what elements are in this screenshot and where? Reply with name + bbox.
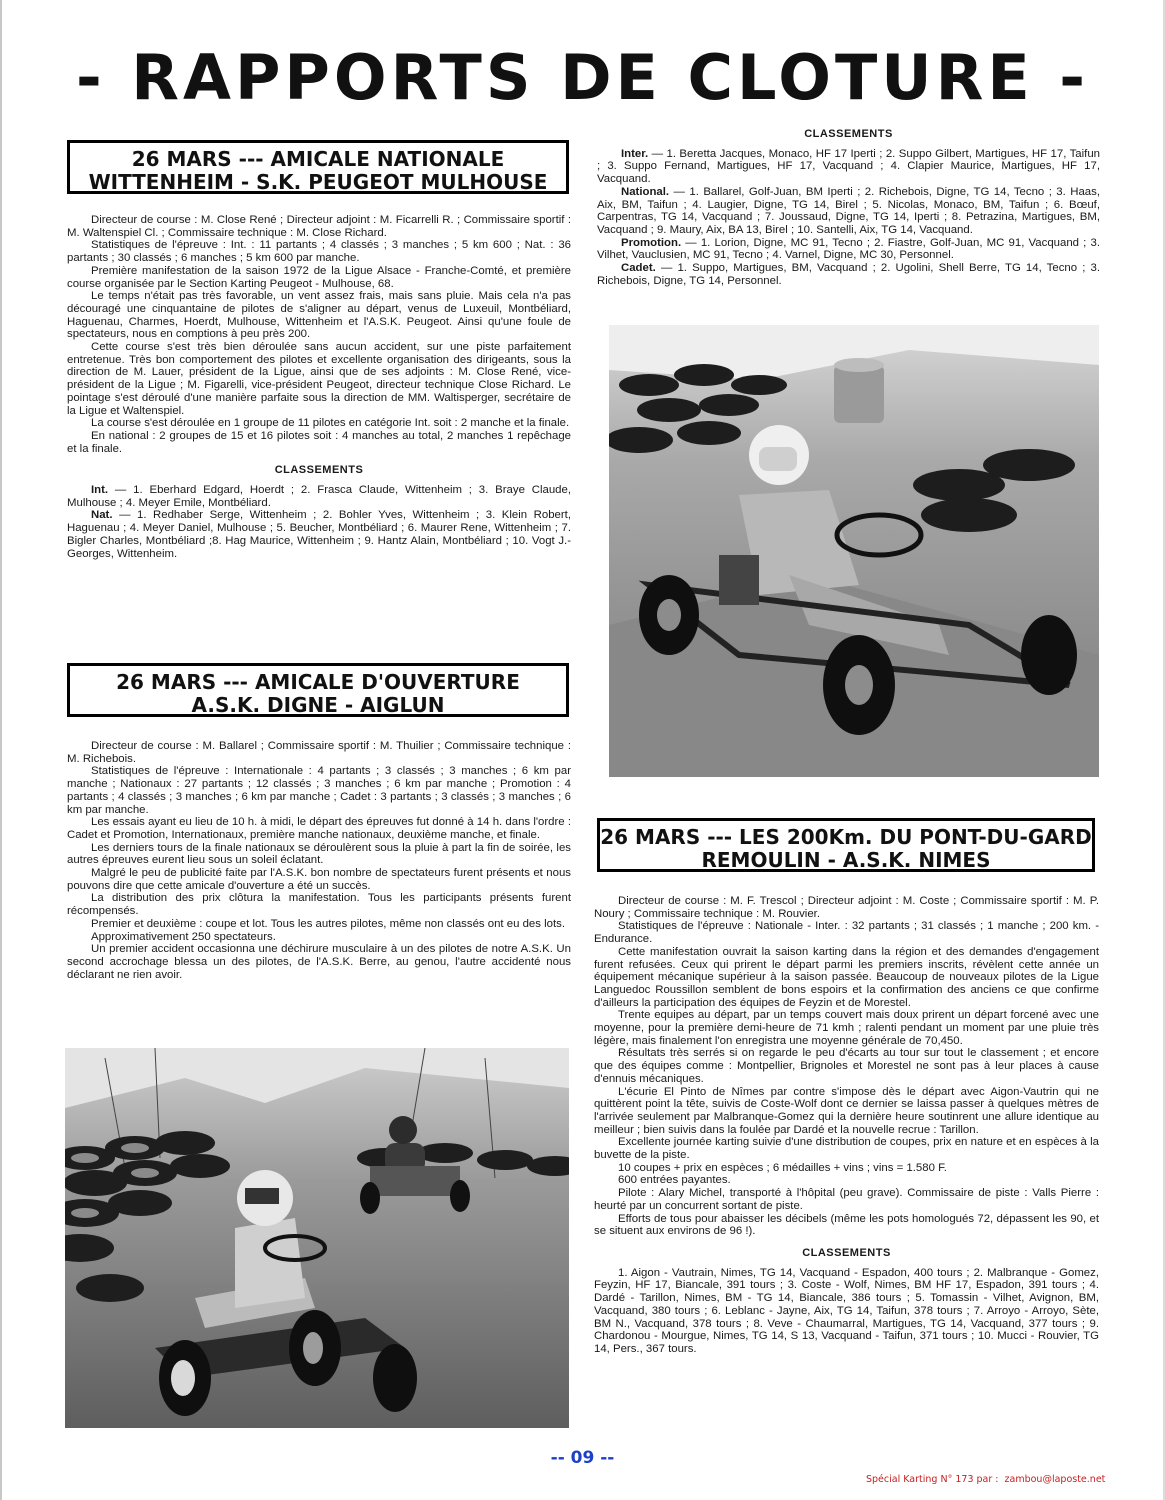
section3-heading-line2: REMOULIN - A.S.K. NIMES bbox=[701, 848, 991, 872]
section3-paragraph: 600 entrées payantes. bbox=[618, 1174, 731, 1187]
section2-paragraph: Un premier accident occasionna une déchirure musculaire à un des pilotes de notre A.S.K. Un second accrochage blessa un des pilotes, de l'A.S.K. Berre, au genou, l'autre accidenté nous déclarant ne rien avoir. bbox=[67, 943, 571, 981]
section2-paragraph: Approximativement 250 spectateurs. bbox=[91, 930, 276, 943]
section2-paragraph: Les derniers tours de la finale nationaux se déroulèrent sous la pluie à part la fin de soirée, les autres épreuves eurent lieu sous un soleil éclatant. bbox=[67, 841, 571, 867]
footer-text: Spécial Karting N° 173 par : bbox=[866, 1474, 999, 1485]
section2-paragraph: Directeur de course : M. Ballarel ; Commissaire sportif : M. Thuilier ; Commissaire technique : M. Richebois. bbox=[67, 740, 571, 765]
section3-paragraph: Résultats très serrés si on regarde le peu d'écarts au tour sur tout le classement ; et encore que des équipes comme : Montpellier, Brignoles et Morestel ne sont pas à leur places à cause d'ennuis mécaniques. bbox=[594, 1047, 1099, 1085]
page-title: - RAPPORTS DE CLOTURE - bbox=[75, 41, 1090, 114]
cadet-text: — 1. Suppo, Martigues, BM, Vacquand ; 2. Ugolini, Shell Berre, TG 14, Tecno ; 3. Richebois, Digne, TG 14, Personnel. bbox=[597, 262, 1100, 287]
section1-heading-line1: 26 MARS --- AMICALE NATIONALE bbox=[131, 147, 505, 171]
section3-paragraph: 10 coupes + prix en espèces ; 6 médailles + vins ; vins = 1.580 F. bbox=[618, 1161, 947, 1174]
section1-classements-heading: CLASSEMENTS bbox=[274, 464, 364, 477]
section3-heading-box bbox=[597, 818, 1095, 872]
footer-credit bbox=[866, 1474, 1105, 1485]
national-label: National. bbox=[621, 185, 670, 198]
right-classements bbox=[597, 128, 1100, 287]
inter-label: Inter. bbox=[621, 147, 649, 160]
section1-paragraph: La course s'est déroulée en 1 groupe de 11 pilotes en catégorie Int. soit : 2 manche et la finale. bbox=[91, 417, 570, 430]
cadet-results bbox=[597, 262, 1100, 287]
nat-label: Nat. bbox=[91, 509, 113, 522]
section3-results: 1. Aigon - Vautrain, Nimes, TG 14, Vacquand - Espadon, 400 tours ; 2. Malbranque - Gomez, Feyzin, HF 17, Biancale, 391 tours ; 3. Coste - Wolf, Nimes, BM HF 17, Espadon, 391 tours ; 4. Dardé - Tarillon, Nimes, BM - TG 14, Biancale, 386 tours ; 5. Tomassin - Vilhet, Avignon, BM, Vacquand, 380 tours ; 6. Leblanc - Jayne, Aix, TG 14, Taifun, 378 tours ; 7. Arroyo - Arroyo, Sète, BM N., Vacquand, 378 tours ; 8. Veve - Chaumarral, Martigues, TG 14, Vacquand, 377 tours ; 9. Chardonou - Mourgue, Nimes, TG 14, S 13, Vacquand - Taifun, 371 tours ; 10. Mucci - Rouvier, TG 14, Pers., 367 tours. bbox=[594, 1266, 1099, 1355]
section1-paragraph: Première manifestation de la saison 1972 de la Ligue Alsace - Franche-Comté, et première course organisée par le Section Karting Peugeot - Mulhouse, 68. bbox=[67, 264, 571, 290]
section1-heading-box bbox=[67, 140, 569, 194]
section3-paragraph: Directeur de course : M. F. Trescol ; Directeur adjoint : M. Coste ; Commissaire sportif : M. P. Noury ; Commissaire technique : M. Rouvier. bbox=[594, 895, 1099, 920]
section3-paragraph: L'écurie El Pinto de Nîmes par contre s'impose dès le départ avec Aigon-Vautrin qui ne quittèrent point la tête, suivis de Coste-Wolf dont ce dernier se laissa passer à quelques mètres de l'arrivée seulement par Malbranque-Gomez qui la dernière heure soutinrent une allure identique au meilleur ; bien suivis dans la foulée par Dardé et la nouvelle recrue : Tarillon. bbox=[594, 1085, 1099, 1136]
right-classements-heading: CLASSEMENTS bbox=[804, 128, 893, 140]
int-text: — 1. Eberhard Edgard, Hoerdt ; 2. Frasca Claude, Wittenheim ; 3. Braye Claude, Mulhouse ; 4. Meyer Emile, Montbéliard. bbox=[67, 484, 571, 509]
section2-paragraph: Statistiques de l'épreuve : Internationale : 4 partants ; 3 classés ; 3 manches ; 6 km par manche ; Nationaux : 27 partants ; 12 classés ; 3 manches ; 6 km par manche ; Promotion : 4 partants ; 4 classés ; 3 manches ; 6 km par manche ; Cadet : 3 partants ; 3 classés ; 3 manches ; 6 km par manche. bbox=[67, 765, 571, 816]
section3-paragraph: Excellente journée karting suivie d'une distribution de coupes, prix en nature et en espèces à la buvette de la piste. bbox=[594, 1136, 1099, 1162]
section3-paragraph: Trente equipes au départ, par un temps couvert mais doux prirent un départ forcené avec une moyenne, pour la première demi-heure de 71 kmh ; ralenti pendant un moment par une pluie très légère, mais finalement l'on enregistra une moyenne générale de 70,450. bbox=[594, 1009, 1099, 1047]
section3-classements-heading: CLASSEMENTS bbox=[802, 1246, 891, 1259]
section1-nat-results bbox=[67, 509, 571, 560]
section1-paragraph: Statistiques de l'épreuve : Int. : 11 partants ; 4 classés ; 3 manches ; 5 km 600 ; Nat. : 36 partants ; 30 classés ; 6 manches ; 5 km 600 par manche. bbox=[67, 239, 571, 265]
section3-paragraph: Statistiques de l'épreuve : Nationale - Inter. : 32 partants ; 31 classés ; 1 manche ; 200 km. - Endurance. bbox=[594, 920, 1099, 946]
promotion-label: Promotion. bbox=[621, 236, 682, 249]
cadet-label: Cadet. bbox=[621, 262, 656, 275]
section2-heading-line2: A.S.K. DIGNE - AIGLUN bbox=[191, 693, 445, 717]
section1-heading-line2: WITTENHEIM - S.K. PEUGEOT MULHOUSE bbox=[88, 170, 548, 194]
section3-paragraph: Cette manifestation ouvrait la saison karting dans la région et des demandes d'engagement furent refusées. Ceux qui prirent le départ parmi les premiers inscrits, révèlent cette année un équipement mécanique supérieur à la saison passée. Beaucoup de nouveaux pilotes de la Ligue Languedoc Roussillon semblent de bons espoirs et la confirmation des anciens ce que confirme d'ailleurs la participation des équipes de Feyzin et de Morestel. bbox=[594, 945, 1099, 1009]
karting-race-illustration bbox=[65, 1048, 569, 1428]
section3-heading-line1: 26 MARS --- LES 200Km. DU PONT-DU-GARD bbox=[600, 825, 1092, 849]
section1-paragraph: Cette course s'est très bien déroulée sans aucun accident, sur une piste parfaitement entretenue. Très bon comportement des pilotes et excellente organisation des dirigeants, sous la direction de M. Lauer, président de la Ligue, ainsi que de ses adjoints : M. Close René, vice-président de la Ligue ; M. Figarelli, vice-président Peugeot, directeur technique Close Richard. Le pointage s'est déroulé d'une manière parfaite sous la direction de MM. Waltisperger, secrétaire de la Ligue et Waltenspiel. bbox=[67, 341, 571, 417]
page-number: -- 09 -- bbox=[550, 1448, 615, 1468]
section1-paragraph: Directeur de course : M. Close René ; Directeur adjoint : M. Ficarrelli R. ; Commissaire sportif : M. Waltenspiel Cl. ; Commissaire technique : M. Close Richard. bbox=[67, 214, 571, 239]
section3-paragraph: Efforts de tous pour abaisser les décibels (même les pots homologués 72, dépassent les 90, et se situent aux environs de 96 !). bbox=[594, 1212, 1099, 1238]
int-label: Int. bbox=[91, 484, 109, 497]
section3-body bbox=[594, 895, 1099, 1356]
section2-body bbox=[67, 740, 571, 981]
section2-paragraph: Malgré le peu de publicité faite par l'A.S.K. bon nombre de spectateurs furent présents et nous pouvons dire que cette amicale d'ouverture a été un succès. bbox=[67, 867, 571, 892]
young-driver-illustration bbox=[609, 325, 1099, 777]
national-results bbox=[597, 186, 1100, 237]
inter-results bbox=[597, 148, 1100, 186]
national-text: — 1. Ballarel, Golf-Juan, BM Iperti ; 2. Richebois, Digne, TG 14, Tecno ; 3. Haas, Aix, BM, Taifun ; 4. Laugier, Digne, TG 14, Birel ; 5. Nicolas, Monaco, BM, Taifun ; 6. Bœuf, Carpentras, TG 14, Vacquand ; 7. Joussaud, Digne, TG 14, Iperti ; 8. Petrazina, Martigues, BM, Vacquand ; 9. Maury, Aix, BA 13, Birel ; 10. Santelli, Aix, TG 14, Vacquand. bbox=[597, 185, 1100, 236]
promotion-text: — 1. Lorion, Digne, MC 91, Tecno ; 2. Fiastre, Golf-Juan, MC 91, Vacquand ; 3. Vilhet, Vauclusien, MC 91, Tecno ; 4. Varnel, Digne, MC 30, Personnel. bbox=[597, 236, 1100, 262]
nat-text: — 1. Redhaber Serge, Wittenheim ; 2. Bohler Yves, Wittenheim ; 3. Klein Robert, Haguenau ; 4. Meyer Daniel, Mulhouse ; 5. Beucher, Montbéliard ; 6. Maurer Rene, Wittenheim ; 7. Bigler Charles, Montbéliard ;8. Hag Maurice, Wittenheim ; 9. Hantz Alain, Montbéliard ; 10. Vogt J.-Georges, Wittenheim. bbox=[67, 509, 571, 560]
section1-paragraph: Le temps n'était pas très favorable, un vent assez frais, mais sans pluie. Mais cela n'a pas découragé une cinquantaine de pilotes de s'aligner au départ, venus de Luxeuil, Montbéliard, Haguenau, Charmes, Hoerdt, Mulhouse, Wittenheim et l'A.S.K. Peugeot. Ainsi qu'une foule de spectateurs, nous en comptions à peu près 200. bbox=[67, 290, 571, 341]
section2-paragraph: Premier et deuxième : coupe et lot. Tous les autres pilotes, même non classés ont eu des lots. bbox=[91, 917, 566, 930]
karting-race-photo bbox=[65, 1048, 569, 1428]
footer-email: zambou@laposte.net bbox=[1004, 1474, 1106, 1485]
young-driver-photo bbox=[609, 325, 1099, 777]
left-page-edge bbox=[0, 0, 2, 1500]
inter-text: — 1. Beretta Jacques, Monaco, HF 17 Iperti ; 2. Suppo Gilbert, Martigues, HF 17, Taifun ; 3. Suppo Fernand, Martigues, HF 17, Vacquand ; 4. Clapier Maurice, Martigues, HF 17, Vacquand. bbox=[597, 147, 1100, 186]
promotion-results bbox=[597, 237, 1100, 262]
section1-body bbox=[67, 214, 571, 560]
section2-heading-line1: 26 MARS --- AMICALE D'OUVERTURE bbox=[116, 670, 520, 694]
section1-paragraph: En national : 2 groupes de 15 et 16 pilotes soit : 4 manches au total, 2 manches 1 repêchage et la finale. bbox=[67, 429, 571, 455]
section2-heading-box bbox=[67, 663, 569, 717]
section3-paragraph: Pilote : Alary Michel, transporté à l'hôpital (peu grave). Commissaire de piste : Valls Pierre : heurté par un concurrent sortant de piste. bbox=[594, 1187, 1099, 1212]
section2-paragraph: La distribution des prix clôtura la manifestation. Tous les participants présents furent récompensés. bbox=[67, 892, 571, 918]
section1-int-results bbox=[67, 484, 571, 509]
section2-paragraph: Les essais ayant eu lieu de 10 h. à midi, le départ des épreuves fut donné à 14 h. dans l'ordre : Cadet et Promotion, Internationaux, première manche nationaux, deuxième manche, et finale. bbox=[67, 816, 571, 841]
